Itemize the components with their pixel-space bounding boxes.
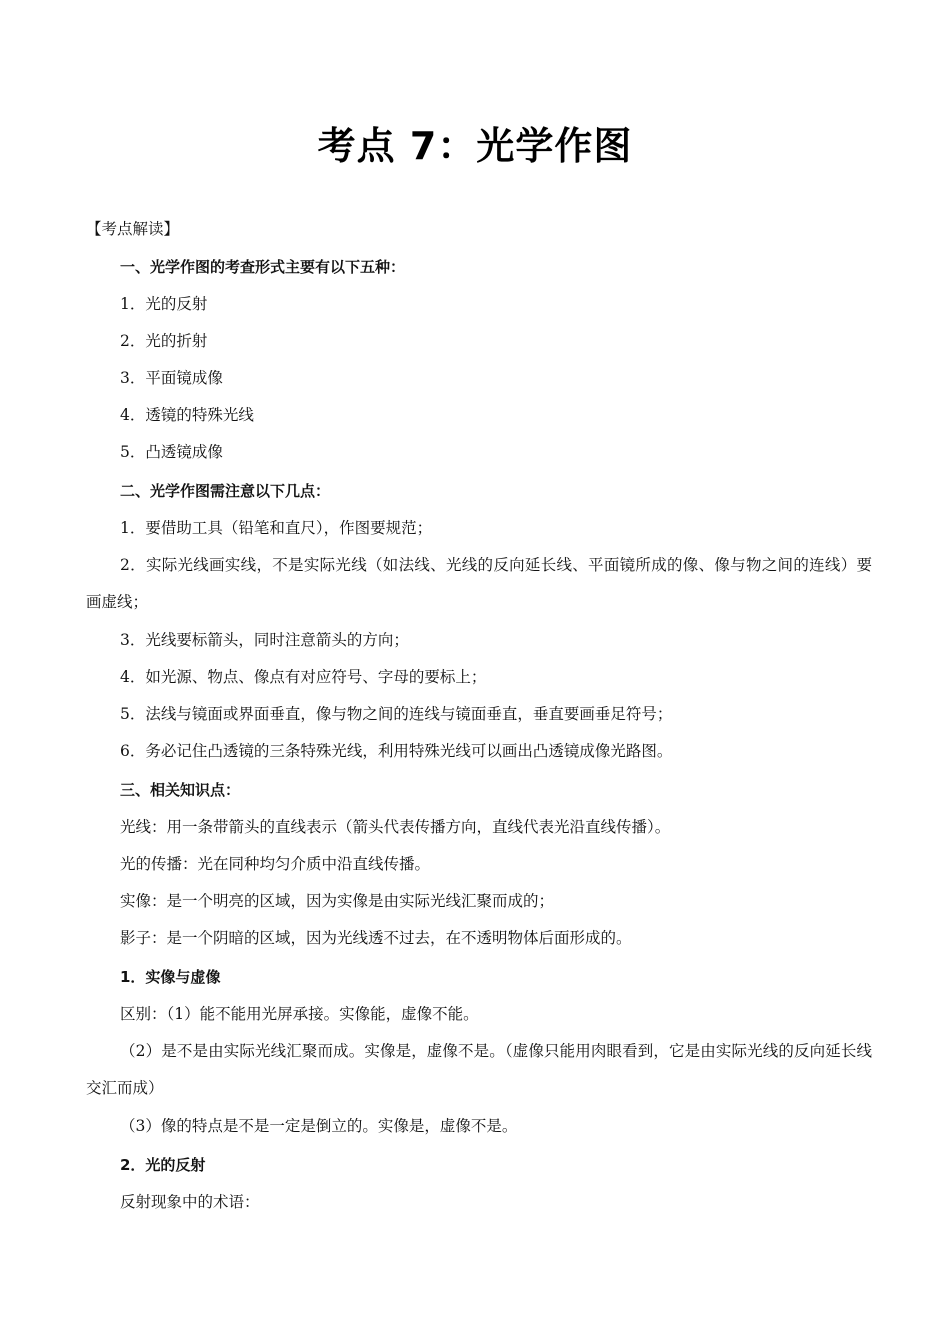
part2-item: 3．光线要标箭头，同时注意箭头的方向； [120,631,409,649]
sub1-line: （3）像的特点是不是一定是倒立的。实像是，虚像不是。 [120,1117,518,1135]
part3-line: 实像：是一个明亮的区域，因为实像是由实际光线汇聚而成的； [120,892,555,910]
part3-heading: 三、相关知识点： [120,781,241,799]
part1-item: 2．光的折射 [120,332,208,350]
part2-item: 6．务必记住凸透镜的三条特殊光线，利用特殊光线可以画出凸透镜成像光路图。 [120,742,673,760]
sub1-heading: 1．实像与虚像 [120,968,221,986]
sub1-line: 区别：（1）能不能用光屏承接。实像能，虚像不能。 [120,1005,479,1023]
part1-item: 4．透镜的特殊光线 [120,406,254,424]
part1-heading: 一、光学作图的考查形式主要有以下五种： [120,258,406,276]
sub1-line: （2）是不是由实际光线汇聚而成。实像是，虚像不是。（虚像只能用肉眼看到，它是由实际光线的反向延长线交汇而成） [86,1042,872,1097]
section-label: 【考点解读】 [86,220,180,238]
part3-line: 光线：用一条带箭头的直线表示（箭头代表传播方向，直线代表光沿直线传播）。 [120,818,671,836]
part2-item: 2．实际光线画实线，不是实际光线（如法线、光线的反向延长线、平面镜所成的像、像与物之间的连线）要画虚线； [86,556,872,611]
part3-line: 光的传播：光在同种均匀介质中沿直线传播。 [120,855,431,873]
sub2-line: 反射现象中的术语： [120,1193,260,1211]
part2-item: 5．法线与镜面或界面垂直，像与物之间的连线与镜面垂直，垂直要画垂足符号； [120,705,673,723]
part3-line: 影子：是一个阴暗的区域，因为光线透不过去，在不透明物体后面形成的。 [120,929,632,947]
part2-item: 4．如光源、物点、像点有对应符号、字母的要标上； [120,668,487,686]
part2-heading: 二、光学作图需注意以下几点： [120,482,331,500]
part1-item: 1．光的反射 [120,295,208,313]
part2-item: 1．要借助工具（铅笔和直尺），作图要规范； [120,519,433,537]
sub2-heading: 2．光的反射 [120,1156,206,1174]
part1-item: 3．平面镜成像 [120,369,223,387]
page-title: 考点 7：光学作图 [317,124,633,168]
part1-item: 5．凸透镜成像 [120,443,223,461]
